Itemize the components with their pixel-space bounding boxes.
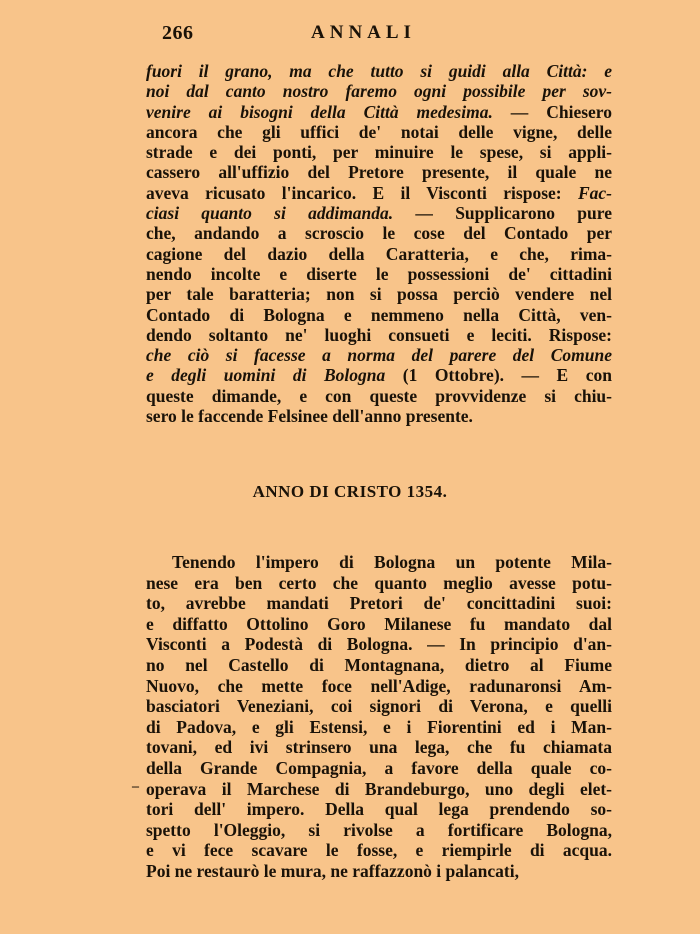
roman-text: Contado di Bologna e nemmeno nella Città, ven- <box>146 304 612 325</box>
text-line <box>146 122 612 142</box>
text-line: operava il Marchese di Brandeburgo, uno degli elet- <box>146 778 612 799</box>
text-line: nese era ben certo che quanto meglio avesse potu- <box>146 572 612 593</box>
italic-text: venire ai bisogni della Città medesima. <box>146 101 493 122</box>
text-line: Visconti a Podestà di Bologna. — In principio d'an- <box>146 634 612 655</box>
italic-text: fuori il grano, ma che tutto si guidi alla Città: e <box>146 61 612 81</box>
text-line <box>146 244 612 264</box>
text-line: Nuovo, che mette foce nell'Adige, radunaronsi Am- <box>146 675 612 696</box>
roman-text: nendo incolte e diserte le possessioni de' cittadini <box>146 263 612 284</box>
text-line <box>146 61 612 81</box>
text-line <box>146 325 612 345</box>
text-line: no nel Castello di Montagnana, dietro al Fiume <box>146 654 612 675</box>
roman-text: strade e dei ponti, per minuire le spese, si appli- <box>146 142 612 163</box>
roman-text: per tale baratteria; non si possa perciò vendere nel <box>146 284 612 305</box>
text-line: Tenendo l'impero di Bologna un potente Mila- <box>172 552 612 572</box>
roman-text: sero le faccende Felsinee dell'anno presente. <box>146 406 473 427</box>
roman-text: — Chiesero <box>492 101 612 122</box>
text-line <box>146 142 612 162</box>
roman-text: ancora che gli uffici de' notai delle vigne, delle <box>146 121 612 142</box>
italic-text: noi dal canto nostro faremo ogni possibile per sov- <box>146 81 612 102</box>
page-header <box>148 22 618 50</box>
roman-text: — Supplicarono pure <box>393 203 612 224</box>
text-line <box>146 223 612 243</box>
text-line <box>146 406 612 426</box>
text-line <box>146 203 612 223</box>
roman-text: cagione del dazio della Caratteria, e che, rima- <box>146 243 612 264</box>
roman-text: che, andando a scroscio le cose del Contado per <box>146 223 612 244</box>
text-line <box>146 284 612 304</box>
text-line <box>146 183 612 203</box>
text-line <box>146 386 612 406</box>
section-heading: ANNO DI CRISTO 1354. <box>252 482 448 501</box>
paragraph-continued <box>146 61 612 426</box>
italic-text: Fac- <box>577 182 612 203</box>
page-number: 266 <box>162 22 194 44</box>
text-line <box>146 81 612 101</box>
text-line: e vi fece scavare le fosse, e riempirle di acqua. <box>146 840 612 861</box>
text-line: e diffatto Ottolino Goro Milanese fu mandato dal <box>146 613 612 634</box>
text-line: spetto l'Oleggio, si rivolse a fortificare Bologna, <box>146 819 612 840</box>
text-line <box>146 365 612 385</box>
running-head: ANNALI <box>311 22 416 43</box>
text-line <box>146 305 612 325</box>
text-line: della Grande Compagnia, a favore della quale co- <box>146 757 612 778</box>
italic-text: che ciò si facesse a norma del parere del Comune <box>146 345 612 366</box>
text-line: basciatori Veneziani, coi signori di Verona, e quelli <box>146 696 612 717</box>
text-line: tori dell' impero. Della qual lega prendendo so- <box>146 799 612 820</box>
text-line: Poi ne restaurò le mura, ne raffazzonò i palancati, <box>146 860 519 881</box>
roman-text: aveva ricusato l'incarico. E il Visconti rispose: <box>146 182 578 203</box>
margin-mark: – <box>132 779 139 794</box>
paragraph-anno-1354 <box>146 552 612 882</box>
italic-text: e degli uomini di Bologna <box>146 365 386 386</box>
roman-text: cassero all'uffizio del Pretore presente, il quale ne <box>146 162 612 183</box>
text-line: di Padova, e gli Estensi, e i Fiorentini ed i Man- <box>146 716 612 737</box>
roman-text: (1 Ottobre). — E con <box>385 365 612 386</box>
text-line <box>146 102 612 122</box>
roman-text: queste dimande, e con queste provvidenze si chiu- <box>146 385 612 406</box>
text-line: tovani, ed ivi strinsero una lega, che fu chiamata <box>146 737 612 758</box>
text-line <box>146 345 612 365</box>
text-line <box>146 162 612 182</box>
roman-text: dendo soltanto ne' luoghi consueti e leciti. Rispose: <box>146 324 612 345</box>
text-line: to, avrebbe mandati Pretori de' concittadini suoi: <box>146 593 612 614</box>
italic-text: ciasi quanto si addimanda. <box>146 203 394 224</box>
text-line <box>146 264 612 284</box>
